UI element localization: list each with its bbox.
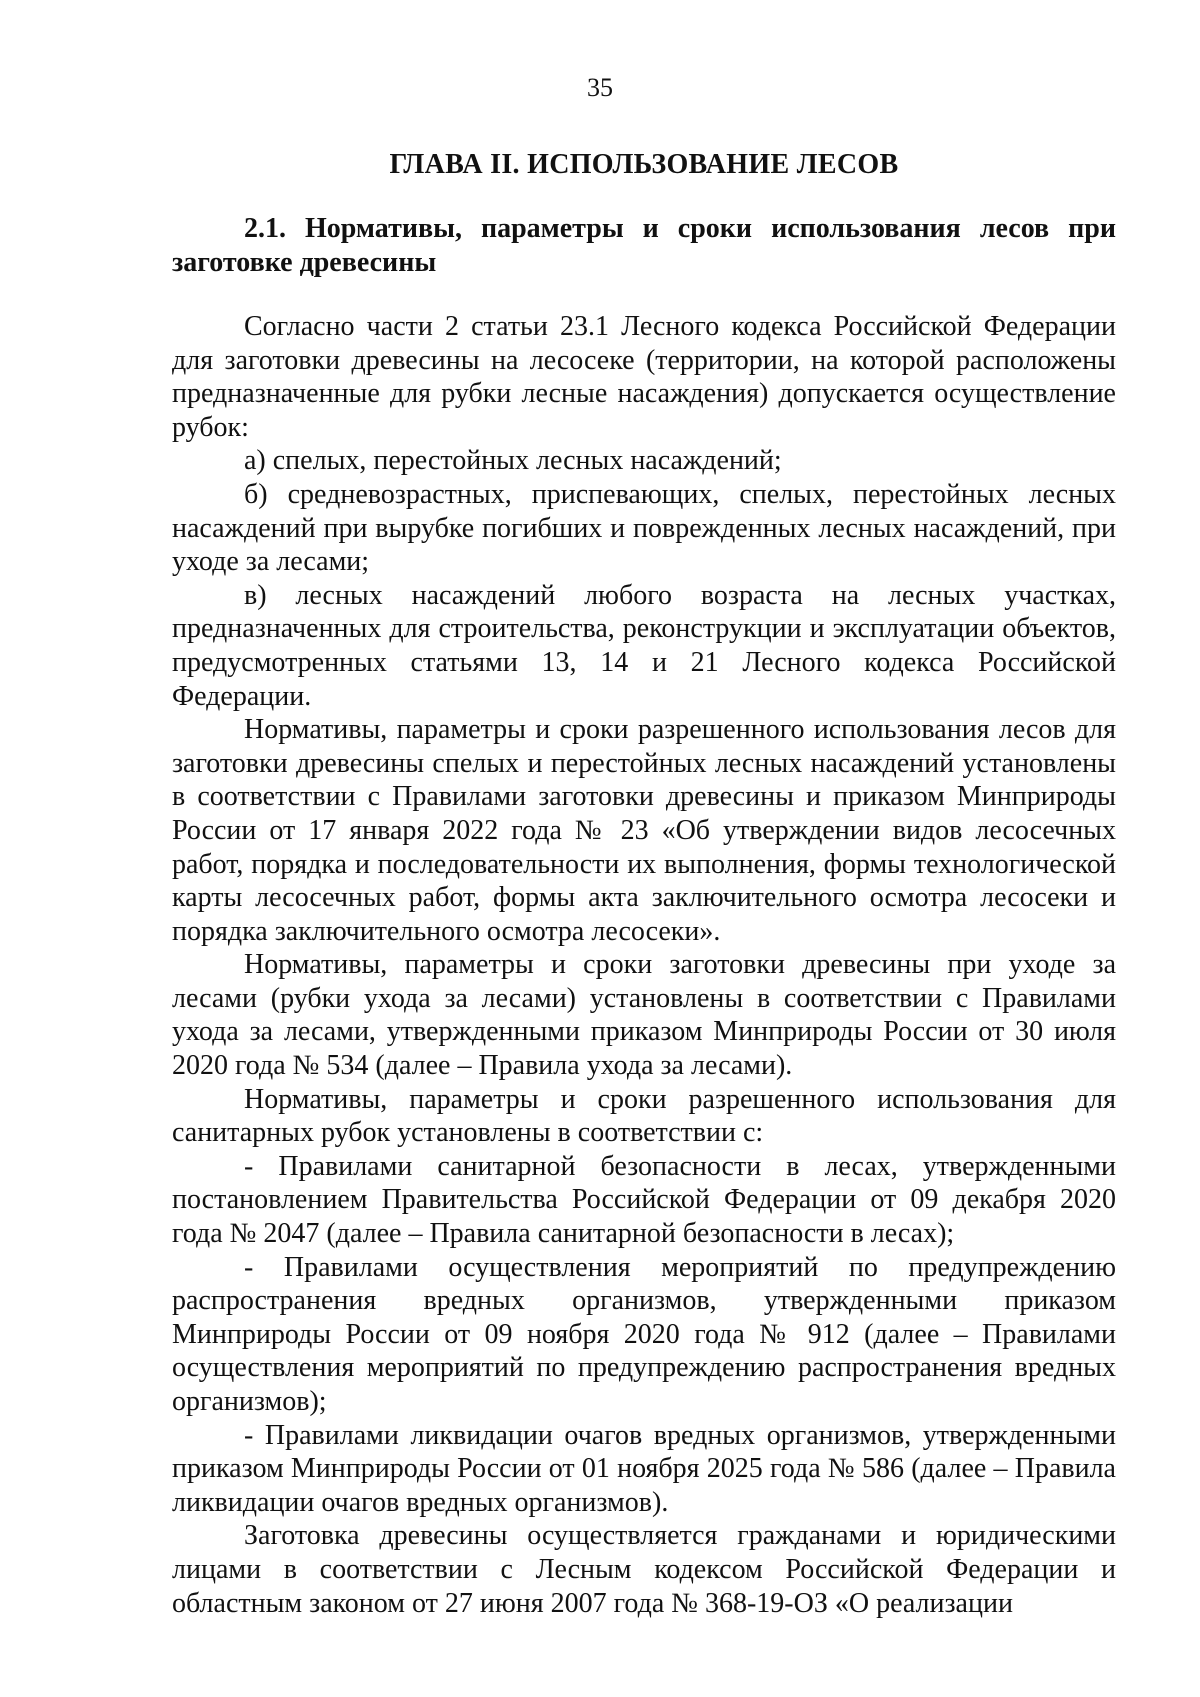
list-item-v: в) лесных насаждений любого возраста на лесных участках, предназначенных для строительства, реконструкции и эксплуатации объектов, предусмотренных статьями 13, 14 и 21 Лесного кодекса Российской Федерации. — [172, 579, 1116, 712]
section-title: 2.1. Нормативы, параметры и сроки использования лесов при заготовке древесины — [172, 213, 1116, 278]
paragraph-care-norms: Нормативы, параметры и сроки заготовки древесины при уходе за лесами (рубки ухода за лесами) установлены в соответствии с Правилами ухода за лесами, утвержденными приказом Минприроды России от 30 июля 2020 года № 534 (далее – Правила ухода за лесами). — [172, 949, 1116, 1082]
list-item-b: б) средневозрастных, приспевающих, спелых, перестойных лесных насаждений при вырубке погибших и поврежденных лесных насаждений, при уходе за лесами; — [172, 478, 1116, 578]
paragraph-harvest-norms: Нормативы, параметры и сроки разрешенного использования лесов для заготовки древесины спелых и перестойных лесных насаждений установлены в соответствии с Правилами заготовки древесины и приказом Минприроды России от 17 января 2022 года № 23 «Об утверждении видов лесосечных работ, порядка и последовательности их выполнения, формы технологической карты лесосечных работ, формы акта заключительного осмотра лесосеки и порядка заключительного осмотра лесосеки». — [172, 714, 1116, 947]
page-content — [172, 140, 1116, 1620]
paragraph-intro: Согласно части 2 статьи 23.1 Лесного кодекса Российской Федерации для заготовки древесины на лесосеке (территории, на которой расположены предназначенные для рубки лесные насаждения) допускается осуществление рубок: — [172, 311, 1116, 443]
list-item-sanitary-safety: - Правилами санитарной безопасности в лесах, утвержденными постановлением Правительства Российской Федерации от 09 декабря 2020 года № 2047 (далее – Правила санитарной безопасности в лесах); — [172, 1150, 1116, 1250]
chapter-title: ГЛАВА II. ИСПОЛЬЗОВАНИЕ ЛЕСОВ — [389, 149, 899, 180]
page-number: 35 — [587, 73, 613, 102]
paragraph-harvest-by-citizens: Заготовка древесины осуществляется гражданами и юридическими лицами в соответствии с Лесным кодексом Российской Федерации и областным законом от 27 июня 2007 года № 368-19-ОЗ «О реализации — [172, 1520, 1116, 1619]
list-item-a: а) спелых, перестойных лесных насаждений; — [244, 445, 782, 477]
paragraph-sanitary-norms: Нормативы, параметры и сроки разрешенного использования для санитарных рубок установлены в соответствии с: — [172, 1083, 1116, 1149]
body-text — [172, 310, 1116, 1620]
list-item-liquidation: - Правилами ликвидации очагов вредных организмов, утвержденными приказом Минприроды России от 01 ноября 2025 года № 586 (далее – Правила ликвидации очагов вредных организмов). — [172, 1419, 1116, 1518]
list-item-prevention: - Правилами осуществления мероприятий по предупреждению распространения вредных организмов, утвержденными приказом Минприроды России от 09 ноября 2020 года № 912 (далее – Правилами осуществления мероприятий по предупреждению распространения вредных организмов); — [172, 1251, 1116, 1417]
